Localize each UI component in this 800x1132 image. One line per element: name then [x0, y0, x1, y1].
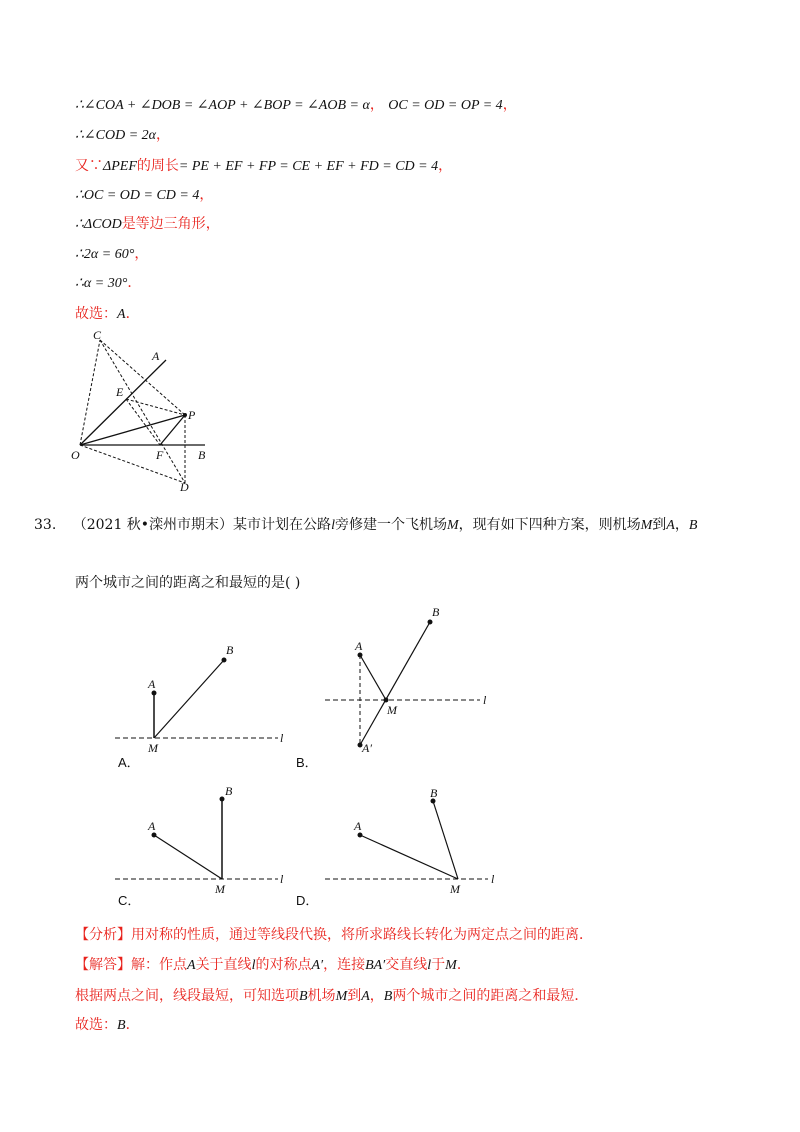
segment-FP: [160, 415, 185, 445]
label-A: A: [148, 677, 156, 691]
segment-BA-prime: [360, 622, 430, 745]
option-d-label[interactable]: D．: [296, 893, 319, 908]
option-c-diagram: [110, 785, 295, 895]
answer-tag: 【解答】: [75, 957, 131, 973]
option-a-diagram: [110, 640, 295, 755]
point-B: [222, 658, 227, 663]
answer-line-2: 根据两点之间，线段最短，可知选项B机场M到A，B两个城市之间的距离之和最短．: [75, 988, 589, 1004]
question-33: 33. （2021 秋•滦州市期末）某市计划在公路l旁修建一个飞机场M，现有如下四种方案，则机场M到A，B: [34, 517, 698, 533]
answer-line-3: 故选：B．: [75, 1017, 140, 1033]
label-B: B: [430, 786, 438, 800]
point-B: [428, 620, 433, 625]
question-number: 33.: [34, 517, 57, 533]
label-l: l: [280, 731, 284, 745]
label-l: l: [280, 872, 284, 886]
label-B: B: [226, 643, 234, 657]
solution-line-4: ∴OC = OD = CD = 4，: [75, 187, 214, 203]
label-A: A: [148, 819, 156, 833]
solution-line-7: ∴α = 30°．: [75, 275, 142, 291]
point-A: [152, 833, 157, 838]
question-line-2: 两个城市之间的距离之和最短的是( ): [75, 575, 301, 591]
label-A: A: [354, 819, 362, 833]
label-A: A: [355, 639, 363, 653]
solution-line-2: ∴∠COD = 2α，: [75, 127, 170, 143]
solution-line-3: 又∵ΔPEF的周长= PE + EF + FP = CE + EF + FD = CD = 4，: [75, 158, 453, 174]
solution-line-1: ∴∠COA + ∠DOB = ∠AOP + ∠BOP = ∠AOB = α， OC = OD = OP = 4，: [75, 97, 517, 113]
point-A: [358, 653, 363, 658]
point-B: [220, 797, 225, 802]
option-c-label[interactable]: C．: [118, 893, 141, 908]
label-M: M: [148, 741, 158, 755]
analysis-tag: 【分析】: [75, 927, 131, 943]
label-D: D: [180, 480, 189, 494]
label-M: M: [450, 882, 460, 896]
point-M: [384, 698, 389, 703]
segment-EF: [126, 399, 160, 445]
label-l: l: [491, 872, 495, 886]
segment-BM: [433, 801, 458, 879]
label-l: l: [483, 693, 487, 707]
option-b-diagram: [320, 602, 505, 762]
point-P: [183, 413, 187, 417]
option-b-label[interactable]: B．: [296, 755, 318, 770]
point-A: [152, 691, 157, 696]
segment-AM: [360, 835, 458, 879]
point-A: [358, 833, 363, 838]
label-B: B: [225, 784, 233, 798]
label-P: P: [188, 408, 196, 422]
label-B: B: [432, 605, 440, 619]
label-A-prime: A′: [362, 741, 372, 755]
label-M: M: [215, 882, 225, 896]
segment-AM: [360, 655, 386, 700]
option-d-diagram: [320, 785, 505, 895]
math-expression: OC = OD = OP = 4: [388, 98, 503, 113]
label-A: A: [152, 349, 160, 363]
label-O: O: [71, 448, 80, 462]
option-a-label[interactable]: A．: [118, 755, 140, 770]
segment-OC: [80, 340, 100, 445]
segment-BM: [154, 660, 224, 738]
segment-AM: [154, 835, 222, 879]
segment-OD: [80, 445, 185, 483]
label-M: M: [387, 703, 397, 717]
solution-line-5: ∴ΔCOD是等边三角形，: [75, 216, 220, 232]
label-C: C: [93, 328, 102, 342]
analysis-line: 【分析】用对称的性质，通过等线段代换，将所求路线长转化为两定点之间的距离．: [75, 927, 593, 943]
label-E: E: [116, 385, 124, 399]
label-B: B: [198, 448, 206, 462]
solution-line-6: ∴2α = 60°，: [75, 246, 149, 262]
label-F: F: [156, 448, 164, 462]
answer-line-1: 【解答】解：作点A关于直线l的对称点A′，连接BA′交直线l于M．: [75, 957, 471, 973]
math-expression: ∴∠COA + ∠DOB = ∠AOP + ∠BOP = ∠AOB = α: [75, 98, 370, 113]
solution-line-8: 故选：A．: [75, 306, 140, 322]
geometry-figure: [60, 325, 220, 495]
